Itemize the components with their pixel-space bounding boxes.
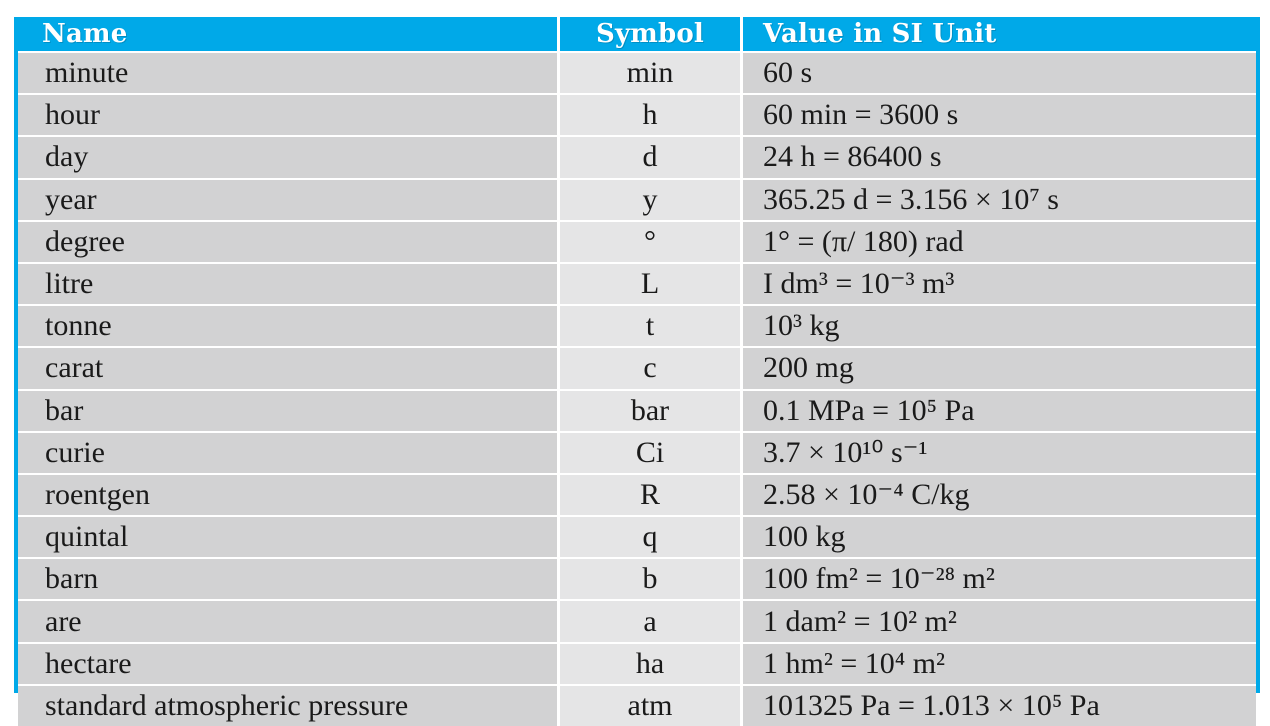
- table-row: [18, 473, 1256, 515]
- cell-value: 100 kg: [740, 515, 1256, 557]
- cell-value: 2.58 × 10⁻⁴ C/kg: [740, 473, 1256, 515]
- cell-value: 24 h = 86400 s: [740, 135, 1256, 177]
- cell-value: 101325 Pa = 1.013 × 10⁵ Pa: [740, 684, 1256, 726]
- cell-symbol: bar: [557, 389, 740, 431]
- cell-symbol: Ci: [557, 431, 740, 473]
- table-row: [18, 346, 1256, 388]
- cell-symbol: c: [557, 346, 740, 388]
- cell-name: hectare: [18, 642, 557, 684]
- cell-name: carat: [18, 346, 557, 388]
- cell-name: bar: [18, 389, 557, 431]
- table-row: [18, 684, 1256, 726]
- cell-name: barn: [18, 557, 557, 599]
- table-row: [18, 515, 1256, 557]
- cell-value: 60 s: [740, 51, 1256, 93]
- cell-name: hour: [18, 93, 557, 135]
- table-row: [18, 178, 1256, 220]
- cell-symbol: d: [557, 135, 740, 177]
- cell-name: tonne: [18, 304, 557, 346]
- header-symbol: Symbol: [557, 17, 740, 51]
- header-name: Name: [18, 17, 557, 51]
- cell-symbol: °: [557, 220, 740, 262]
- cell-symbol: ha: [557, 642, 740, 684]
- cell-name: year: [18, 178, 557, 220]
- cell-symbol: atm: [557, 684, 740, 726]
- cell-value: 1° = (π/ 180) rad: [740, 220, 1256, 262]
- cell-name: curie: [18, 431, 557, 473]
- cell-value: 1 hm² = 10⁴ m²: [740, 642, 1256, 684]
- cell-symbol: t: [557, 304, 740, 346]
- cell-name: degree: [18, 220, 557, 262]
- cell-symbol: y: [557, 178, 740, 220]
- cell-name: minute: [18, 51, 557, 93]
- table-row: [18, 557, 1256, 599]
- cell-value: 3.7 × 10¹⁰ s⁻¹: [740, 431, 1256, 473]
- cell-name: day: [18, 135, 557, 177]
- header-value: Value in SI Unit: [740, 17, 1256, 51]
- table-row: [18, 135, 1256, 177]
- cell-symbol: h: [557, 93, 740, 135]
- units-table-frame: [14, 17, 1260, 722]
- cell-name: roentgen: [18, 473, 557, 515]
- table-row: [18, 304, 1256, 346]
- table-row: [18, 599, 1256, 641]
- table-row: [18, 220, 1256, 262]
- cell-name: standard atmospheric pressure: [18, 684, 557, 726]
- cell-value: 365.25 d = 3.156 × 10⁷ s: [740, 178, 1256, 220]
- table-row: [18, 93, 1256, 135]
- table-row: [18, 51, 1256, 93]
- table-row: [18, 262, 1256, 304]
- cell-name: litre: [18, 262, 557, 304]
- cell-value: 200 mg: [740, 346, 1256, 388]
- cell-value: 10³ kg: [740, 304, 1256, 346]
- cell-symbol: q: [557, 515, 740, 557]
- table-row: [18, 642, 1256, 684]
- cell-value: 60 min = 3600 s: [740, 93, 1256, 135]
- table-row: [18, 389, 1256, 431]
- cell-symbol: b: [557, 557, 740, 599]
- cell-symbol: R: [557, 473, 740, 515]
- cell-value: 1 dam² = 10² m²: [740, 599, 1256, 641]
- units-table: [18, 17, 1256, 726]
- table-header-row: [18, 17, 1256, 51]
- cell-name: quintal: [18, 515, 557, 557]
- cell-name: are: [18, 599, 557, 641]
- cell-value: 0.1 MPa = 10⁵ Pa: [740, 389, 1256, 431]
- cell-symbol: L: [557, 262, 740, 304]
- cell-value: I dm³ = 10⁻³ m³: [740, 262, 1256, 304]
- cell-value: 100 fm² = 10⁻²⁸ m²: [740, 557, 1256, 599]
- cell-symbol: min: [557, 51, 740, 93]
- table-row: [18, 431, 1256, 473]
- cell-symbol: a: [557, 599, 740, 641]
